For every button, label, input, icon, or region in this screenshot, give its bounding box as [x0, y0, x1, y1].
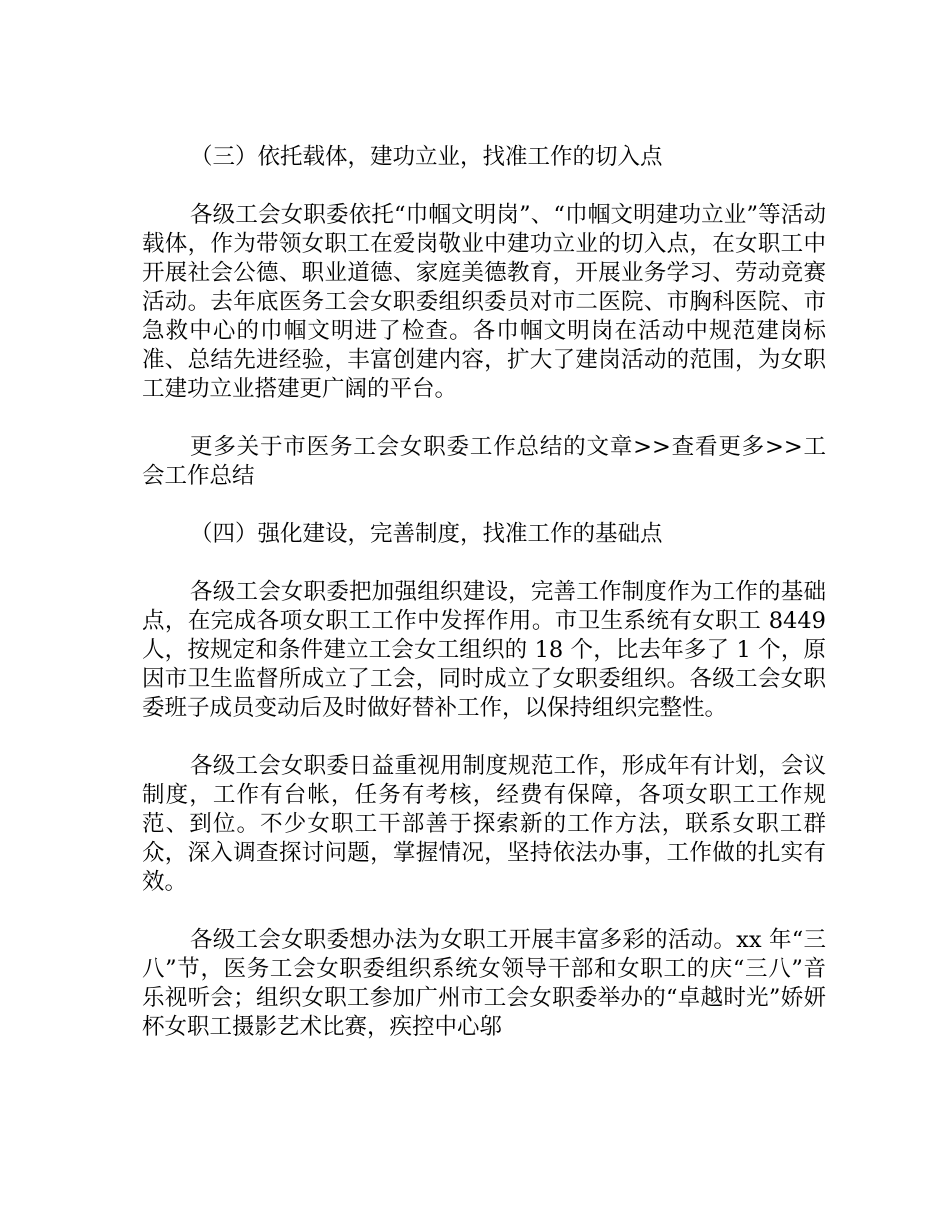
document-body — [142, 143, 826, 1042]
paragraph-system-standards: 各级工会女职委日益重视用制度规范工作，形成年有计划，会议制度，工作有台帐，任务有考核，经费有保障，各项女职工工作规范、到位。不少女职工干部善于探索新的工作方法，联系女职工群众，深入调查探讨问题，掌握情况，坚持依法办事，工作做的扎实有效。 — [142, 753, 826, 895]
paragraph-carrier-activities: 各级工会女职委依托“巾帼文明岗”、“巾帼文明建功立业”等活动载体，作为带领女职工在爱岗敬业中建功立业的切入点，在女职工中开展社会公德、职业道德、家庭美德教育，开展业务学习、劳动竞赛活动。去年底医务工会女职委组织委员对市二医院、市胸科医院、市急救中心的巾帼文明进了检查。各巾帼文明岗在活动中规范建岗标准、总结先进经验，丰富创建内容，扩大了建岗活动的范围，为女职工建功立业搭建更广阔的平台。 — [142, 202, 826, 402]
more-articles-link[interactable]: 更多关于市医务工会女职委工作总结的文章>>查看更多>>工会工作总结 — [142, 434, 826, 489]
section-heading-4: （四）强化建设，完善制度，找准工作的基础点 — [190, 521, 663, 547]
paragraph-organization-building: 各级工会女职委把加强组织建设，完善工作制度作为工作的基础点，在完成各项女职工工作中发挥作用。市卫生系统有女职工 8449 人，按规定和条件建立工会女工组织的 18 个，比去年多了 1 个，原因市卫生监督所成立了工会，同时成立了女职委组织。各级工会女职委班子成员变动后及时做好替补工作，以保持组织完整性。 — [142, 579, 826, 721]
section-heading-3: （三）依托载体，建功立业，找准工作的切入点 — [190, 144, 663, 170]
paragraph-activities: 各级工会女职委想办法为女职工开展丰富多彩的活动。xx 年“三八”节，医务工会女职委组织系统女领导干部和女职工的庆“三八”音乐视听会；组织女职工参加广州市工会女职委举办的“卓越时光”娇妍杯女职工摄影艺术比赛，疾控中心邬 — [142, 927, 826, 1040]
